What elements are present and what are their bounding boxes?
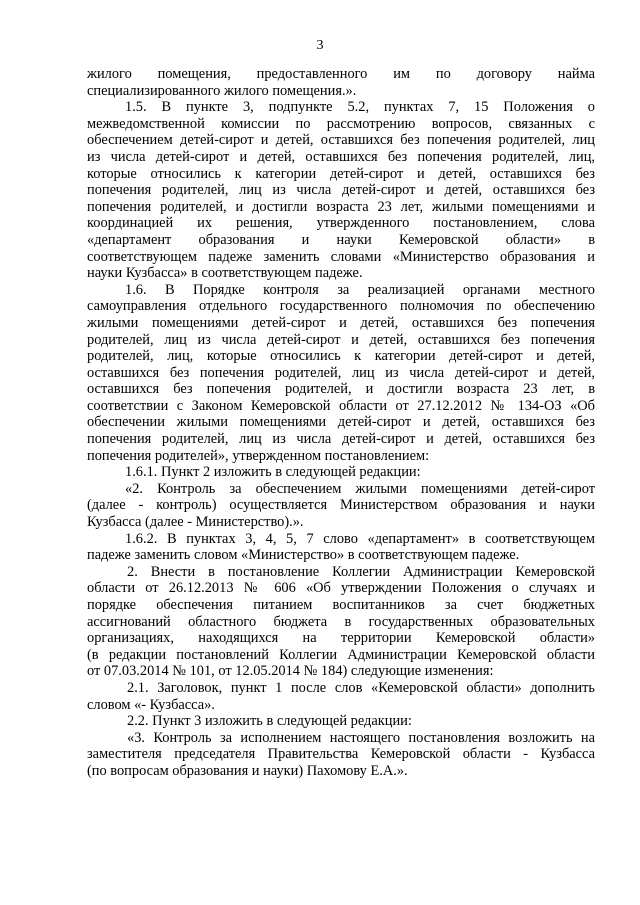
text-line: попечения родителей, и достигли возраста 23 лет, жилыми помещениями и	[87, 198, 595, 215]
text-line: попечения родителей, лиц из числа детей-сирот и детей, оставшихся без	[87, 431, 595, 448]
text-line: жилыми помещениями детей-сирот и детей, оставшихся без попечения	[87, 314, 595, 331]
text-line: 1.6. В Порядке контроля за реализацией органами местного	[125, 281, 595, 298]
text-line: из числа детей-сирот и детей, оставшихся без попечения родителей, лиц,	[87, 148, 595, 165]
text-line: специализированного жилого помещения.».	[87, 82, 357, 99]
text-line: ассигнований областного бюджета в государственных образовательных	[87, 613, 595, 630]
text-line: 2.2. Пункт 3 изложить в следующей редакции:	[127, 713, 412, 730]
text-line: попечения родителей, лиц из числа детей-сирот и детей, оставшихся без	[87, 182, 595, 199]
text-line: которые относились к категории детей-сирот и детей, оставшихся без	[87, 165, 595, 182]
text-line: области от 26.12.2013 № 606 «Об утверждении Положения о случаях и	[87, 580, 595, 597]
text-line: от 07.03.2014 № 101, от 12.05.2014 № 184) следующие изменения:	[87, 663, 494, 680]
text-line: попечения родителей», утвержденном постановлением:	[87, 447, 430, 464]
text-line: 1.5. В пункте 3, подпункте 5.2, пунктах 7, 15 Положения о	[125, 99, 595, 116]
text-line: словом «- Кузбасса».	[87, 696, 215, 713]
text-line: координацией их решения, утвержденного постановлением, слова	[87, 215, 595, 232]
text-line: обеспечении жилыми помещениями детей-сирот и детей, оставшихся без	[87, 414, 595, 431]
text-line: соответствующем падеже заменить словами «Министерство образования и	[87, 248, 595, 265]
text-line: (в редакции постановлений Коллегии Администрации Кемеровской области	[87, 646, 595, 663]
text-line: 2. Внести в постановление Коллегии Администрации Кемеровской	[127, 563, 595, 580]
text-line: порядке обеспечения питанием воспитанников за счет бюджетных	[87, 597, 595, 613]
text-line: «департамент образования и науки Кемеровской области» в	[87, 231, 595, 248]
text-line: организациях, находящихся на территории Кемеровской области»	[87, 630, 595, 647]
text-line: обеспечением детей-сирот и детей, оставшихся без попечения родителей, лиц	[87, 132, 595, 149]
text-line: (далее - контроль) осуществляется Министерством образования и науки	[87, 497, 595, 514]
text-line: родителей, лиц, которые относились к категории детей-сирот и детей,	[87, 348, 595, 365]
text-line: оставшихся без попечения родителей, и достигли возраста 23 лет, в	[87, 381, 595, 398]
text-line: оставшихся без попечения родителей, лиц из числа детей-сирот и детей,	[87, 364, 595, 381]
text-line: 1.6.1. Пункт 2 изложить в следующей редакции:	[125, 464, 421, 481]
text-line: падеже заменить словом «Министерство» в соответствующем падеже.	[87, 547, 520, 564]
text-line: самоуправления отдельного государственного полномочия по обеспечению	[87, 298, 595, 315]
text-line: соответствии с Законом Кемеровской области от 27.12.2012 № 134-ОЗ «Об	[87, 397, 595, 414]
text-line: Кузбасса (далее - Министерство).».	[87, 514, 304, 531]
text-line: «2. Контроль за обеспечением жилыми помещениями детей-сирот	[125, 480, 595, 497]
text-line: заместителя председателя Правительства Кемеровской области - Кузбасса	[87, 746, 595, 763]
document-body	[87, 66, 595, 780]
text-line: межведомственной комиссии по рассмотрению вопросов, связанных с	[87, 115, 595, 132]
text-line: «3. Контроль за исполнением настоящего постановления возложить на	[127, 729, 595, 746]
text-line: науки Кузбасса» в соответствующем падеже.	[87, 265, 363, 282]
text-line: (по вопросам образования и науки) Пахомову Е.А.».	[87, 762, 408, 779]
text-line: 1.6.2. В пунктах 3, 4, 5, 7 слово «департамент» в соответствующем	[125, 530, 595, 547]
page-number: 3	[316, 38, 324, 53]
text-line: жилого помещения, предоставленного им по договору найма	[87, 66, 595, 82]
text-line: 2.1. Заголовок, пункт 1 после слов «Кемеровской области» дополнить	[127, 679, 595, 696]
text-line: родителей, лиц из числа детей-сирот и детей, оставшихся без попечения	[87, 331, 595, 348]
